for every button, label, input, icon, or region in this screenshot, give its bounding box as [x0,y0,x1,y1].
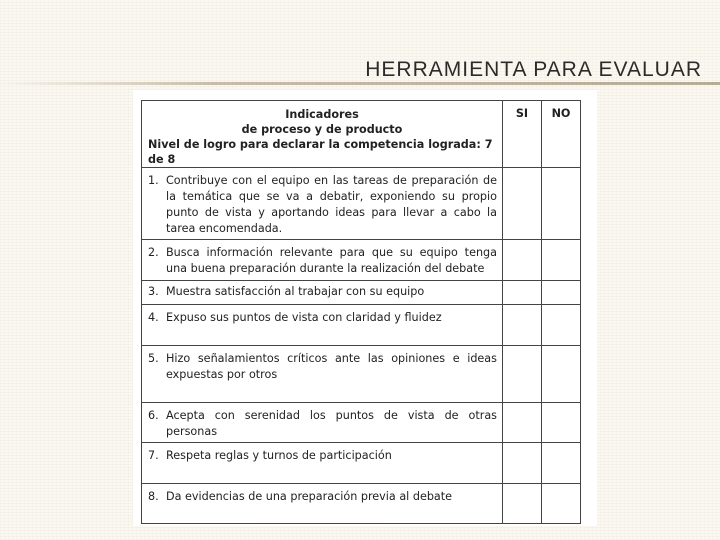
row-number: 5. [148,352,159,365]
table-row [142,168,581,240]
row-number: 1. [148,174,159,187]
row-number: 4. [148,311,159,324]
row-number: 7. [148,449,159,462]
no-cell[interactable] [542,443,581,484]
table-header-row [142,101,581,168]
no-cell[interactable] [542,305,581,346]
row-number: 6. [148,409,159,422]
row-number: 8. [148,490,159,503]
title-underline [0,82,720,85]
table-row [142,443,581,484]
si-cell[interactable] [503,168,542,240]
slide-title: HERRAMIENTA PARA EVALUAR [365,58,702,81]
row-text: Acepta con serenidad los puntos de vista de otras personas [166,409,497,438]
si-cell[interactable] [503,240,542,281]
si-cell[interactable] [503,403,542,443]
no-cell[interactable] [542,346,581,403]
evaluation-sheet [133,90,597,526]
row-number: 2. [148,246,159,259]
no-cell[interactable] [542,240,581,281]
indicators-header-line1: Indicadores [285,108,359,121]
table-row [142,305,581,346]
row-text: Expuso sus puntos de vista con claridad y fluidez [166,311,442,324]
table-row [142,484,581,524]
si-cell[interactable] [503,484,542,524]
row-text: Muestra satisfacción al trabajar con su equipo [166,285,425,298]
no-cell[interactable] [542,403,581,443]
no-column-header: NO [542,101,581,168]
row-text: Hizo señalamientos críticos ante las opiniones e ideas expuestas por otros [166,352,497,381]
row-number: 3. [148,285,159,298]
si-cell[interactable] [503,346,542,403]
table-row [142,281,581,305]
row-text: Da evidencias de una preparación previa al debate [166,490,453,503]
si-cell[interactable] [503,305,542,346]
achievement-level-line: Nivel de logro para declarar la competencia lograda: 7 de 8 [148,138,493,166]
row-text: Busca información relevante para que su equipo tenga una buena preparación durante la realización del debate [166,246,497,275]
indicators-header [142,101,503,168]
no-cell[interactable] [542,281,581,305]
si-column-header: SI [503,101,542,168]
si-cell[interactable] [503,281,542,305]
row-text: Contribuye con el equipo en las tareas de preparación de la temática que se va a debatir, exponiendo su propio punto de vista y aportando ideas para llevar a cabo la tarea encomendada. [166,174,497,235]
row-text: Respeta reglas y turnos de participación [166,449,392,462]
no-cell[interactable] [542,484,581,524]
evaluation-table [141,100,581,524]
table-row [142,346,581,403]
table-row [142,240,581,281]
table-row [142,403,581,443]
si-cell[interactable] [503,443,542,484]
indicators-header-line2: de proceso y de producto [241,123,403,136]
no-cell[interactable] [542,168,581,240]
